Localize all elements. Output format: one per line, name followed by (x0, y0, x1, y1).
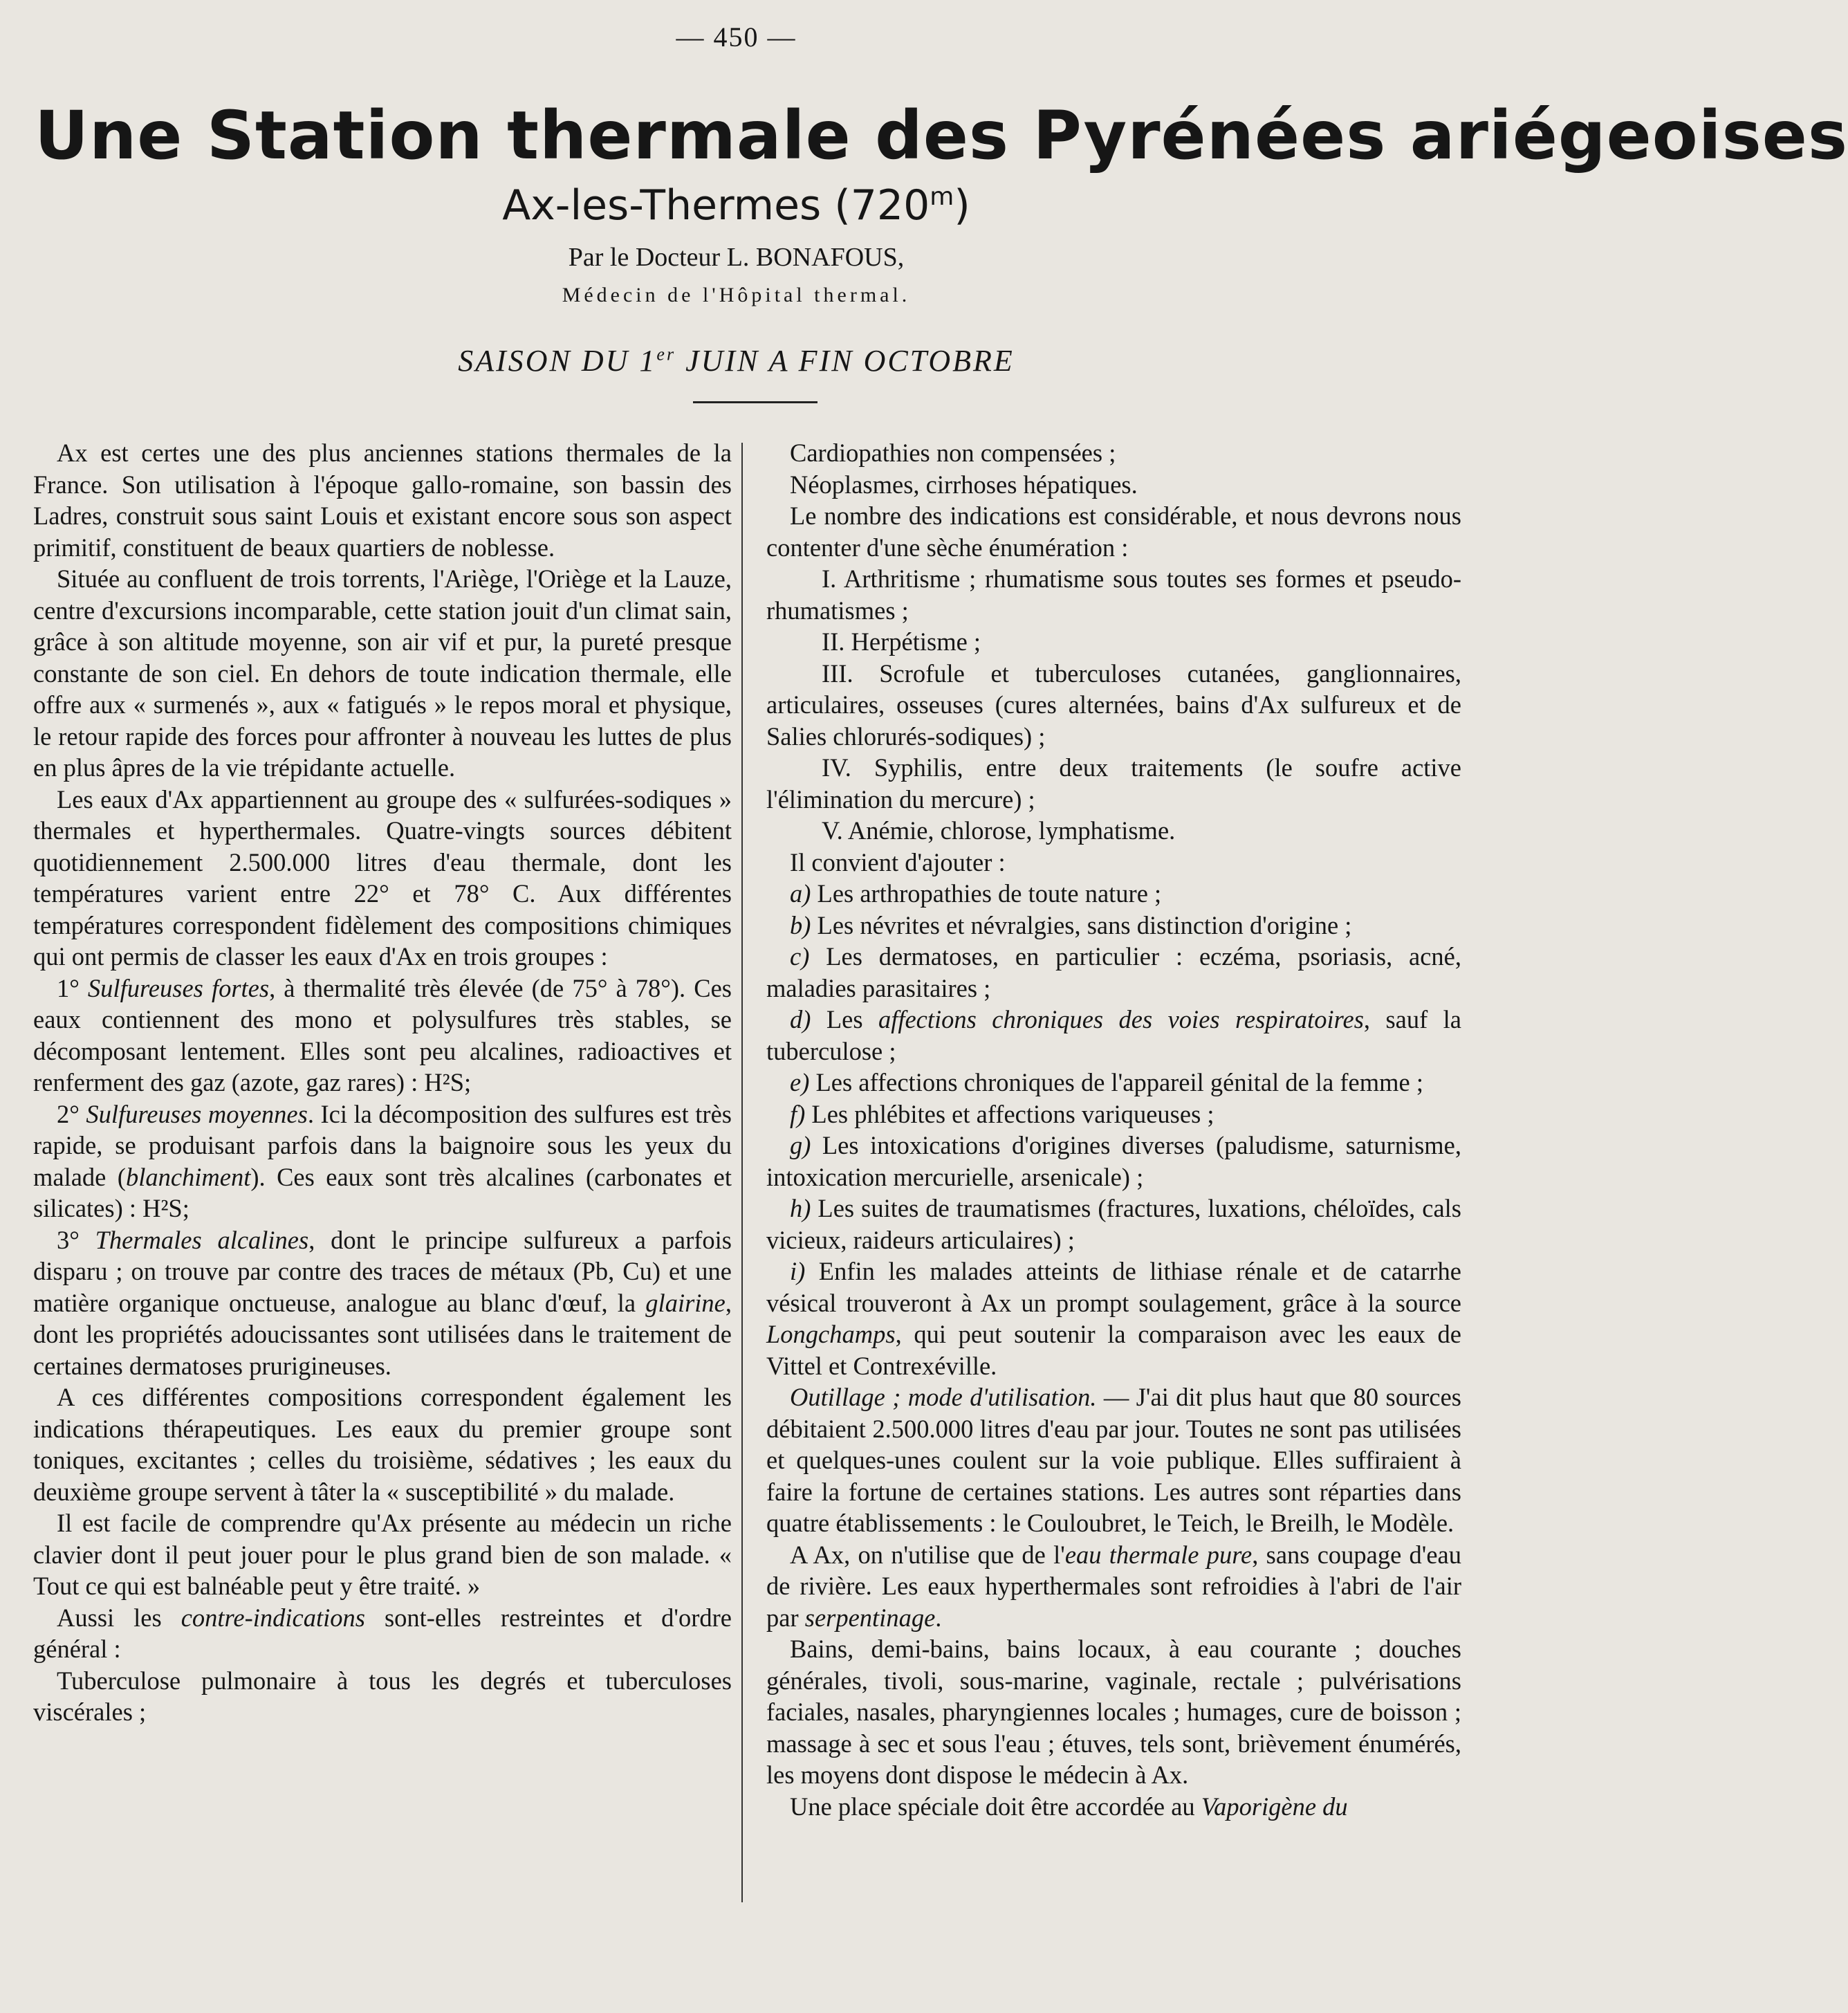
group-3-italic: glairine (645, 1288, 726, 1317)
paragraph: Les eaux d'Ax appartiennent au groupe des « sulfurées-sodiques » thermales et hyperthermales. Quatre-vingts sources débitent quotidiennement 2.500.000 litres d'eau thermale, dont les températures varient entre 22° et 78° C. Aux différentes températures correspondent fidèlement des compositions chimiques qui ont permis de classer les eaux d'Ax en trois groupes : (33, 784, 732, 971)
lettered-item (766, 1004, 1461, 1067)
left-column (33, 437, 732, 1728)
text-italic: eau thermale pure (1064, 1540, 1253, 1569)
season-sup: er (656, 344, 676, 365)
text-run: sont-elles restreintes et d'ordre général : (33, 1603, 732, 1663)
contraindications-paragraph (33, 1602, 732, 1665)
item-letter: c) (790, 942, 826, 971)
item-text: Les phlébites et affections variqueuses ; (811, 1099, 1214, 1128)
season-after: JUIN A FIN OCTOBRE (676, 344, 1015, 378)
column-divider (741, 443, 743, 1902)
item-letter: g) (790, 1131, 822, 1159)
text-italic: Vaporigène du (1201, 1792, 1348, 1821)
indication-item: IV. Syphilis, entre deux traitements (le soufre active l'élimination du mercure) ; (766, 753, 1461, 814)
group-3-text: , dont le principe sulfureux a parfois disparu ; on trouve par contre des traces de métaux (Pb, Cu) et une matière organique onctueuse, analogue au blanc d'œuf, la (33, 1225, 732, 1317)
item-text: Les (826, 1005, 878, 1033)
paragraph: Le nombre des indications est considérable, et nous devrons nous contenter d'une sèche énumération : (766, 502, 1461, 562)
text-run: Une place spéciale doit être accordée au (790, 1792, 1201, 1821)
item-text: Les affections chroniques de l'appareil génital de la femme ; (815, 1068, 1423, 1096)
item-italic: affections chroniques des voies respiratoires (878, 1005, 1364, 1033)
group-3-number: 3° (57, 1225, 95, 1254)
group-1-title: Sulfureuses fortes (87, 973, 270, 1002)
group-3-text-end: , dont les propriétés adoucissantes sont utilisées dans le traitement de certaines dermatoses prurigineuses. (33, 1288, 732, 1380)
paragraph: A ces différentes compositions correspondent également les indications thérapeutiques. Les eaux du premier groupe sont toniques, excitantes ; celles du troisième, sédatives ; les eaux du deuxième groupe servent à tâter la « susceptibilité » du malade. (33, 1383, 732, 1506)
lettered-item (766, 878, 1461, 910)
author-affiliation: Médecin de l'Hôpital thermal. (562, 284, 911, 306)
subtitle-close: ) (954, 181, 970, 230)
text-run: A Ax, on n'utilise que de l' (790, 1540, 1065, 1569)
lettered-item (766, 1130, 1461, 1193)
lettered-item (766, 941, 1461, 1004)
group-1-text: , à thermalité très élevée (de 75° à 78°). Ces eaux contiennent des mono et polysulfures très stables, se décomposant lentement. Elles sont peu alcalines, radioactives et renferment des gaz (azote, gaz rares) : H²S; (33, 973, 732, 1096)
lettered-item (766, 910, 1461, 941)
contraindications-italic: contre-indications (181, 1603, 365, 1632)
item-letter: h) (790, 1194, 818, 1222)
group-1-paragraph (33, 973, 732, 1099)
text-run: Aussi les (57, 1603, 181, 1632)
item-letter: i) (790, 1257, 819, 1285)
season-before: SAISON DU 1 (458, 344, 657, 378)
item-text: Les arthropathies de toute nature ; (817, 879, 1162, 908)
paragraph: Ax est certes une des plus anciennes stations thermales de la France. Son utilisation à l'époque gallo-romaine, son bassin des Ladres, construit sous saint Louis et existant encore sous son aspect primitif, constituent de beaux quartiers de noblesse. (33, 439, 732, 562)
subtitle-text: Ax-les-Thermes (720 (502, 181, 930, 230)
lettered-item (766, 1193, 1461, 1256)
contraindication-item: Cardiopathies non compensées ; (790, 439, 1116, 467)
author-line: Par le Docteur L. BONAFOUS, (568, 243, 905, 272)
article-title: Une Station thermale des Pyrénées ariégeoises (35, 97, 1848, 174)
season-heading (0, 343, 1472, 378)
lettered-item (766, 1099, 1461, 1130)
lettered-item (766, 1067, 1461, 1099)
item-text: Enfin les malades atteints de lithiase rénale et de catarrhe vésical trouveront à Ax un prompt soulagement, grâce à la source (766, 1257, 1462, 1317)
page-number: — 450 — (676, 21, 797, 53)
lettered-item (766, 1256, 1461, 1381)
article-subtitle (0, 181, 1472, 230)
item-text: — J'ai dit plus haut que 80 sources débitaient 2.500.000 litres d'eau par jour. Toutes ne sont pas utilisées et quelques-unes coulent sur la voie publique. Elles suffiraient à faire la fortune de certaines stations. Les autres sont réparties dans quatre établissements : le Couloubret, le Teich, le Breilh, le Modèle. (766, 1383, 1461, 1537)
contraindication-item: Néoplasmes, cirrhoses hépatiques. (790, 470, 1138, 499)
group-2-text-end: ). Ces eaux sont très alcalines (carbonates et silicates) : H²S; (33, 1162, 732, 1222)
item-letter: f) (790, 1099, 812, 1128)
indication-item: II. Herpétisme ; (822, 627, 981, 656)
paragraph: Bains, demi-bains, bains locaux, à eau courante ; douches générales, tivoli, sous-marine, vaginale, rectale ; pulvérisations faciales, nasales, pharyngiennes locales ; humages, cure de boisson ; massage à sec et sous l'eau ; étuves, tels sont, brièvement énumérés, les moyens dont dispose le médecin à Ax. (766, 1635, 1461, 1789)
outillage-paragraph (766, 1381, 1461, 1539)
group-1-number: 1° (57, 973, 88, 1002)
group-3-title: Thermales alcalines (95, 1225, 309, 1254)
item-letter: b) (790, 910, 817, 939)
group-2-number: 2° (57, 1099, 86, 1128)
paragraph: Il convient d'ajouter : (790, 847, 1006, 876)
last-paragraph (766, 1791, 1461, 1823)
item-text: Les intoxications d'origines diverses (paludisme, saturnisme, intoxication mercurielle, arsenicale) ; (766, 1131, 1462, 1191)
paragraph: Tuberculose pulmonaire à tous les degrés et tuberculoses viscérales ; (33, 1666, 732, 1726)
item-text: Les dermatoses, en particulier : eczéma, psoriasis, acné, maladies parasitaires ; (766, 942, 1461, 1002)
item-text: Les névrites et névralgies, sans distinction d'origine ; (817, 910, 1352, 939)
group-3-paragraph (33, 1224, 732, 1382)
item-letter: e) (790, 1068, 816, 1096)
section-run-in-heading: Outillage ; mode d'utilisation. (790, 1383, 1097, 1411)
group-2-title: Sulfureuses moyennes (86, 1099, 308, 1128)
group-2-text: . Ici la décomposition des sulfures est très rapide, se produisant parfois dans la baignoire sous les yeux du malade ( (33, 1099, 732, 1191)
subtitle-sup: m (930, 183, 954, 211)
text-run: . (935, 1603, 942, 1632)
item-letter: d) (790, 1005, 826, 1033)
item-text: Les suites de traumatismes (fractures, luxations, chéloïdes, cals vicieux, raideurs articulaires) ; (766, 1194, 1462, 1254)
indication-item: I. Arthritisme ; rhumatisme sous toutes ses formes et pseudo-rhumatismes ; (766, 564, 1461, 625)
group-2-italic: blanchiment (125, 1162, 251, 1191)
group-2-paragraph (33, 1099, 732, 1224)
indication-item: V. Anémie, chlorose, lymphatisme. (822, 816, 1176, 845)
ax-paragraph (766, 1539, 1461, 1634)
paragraph: Située au confluent de trois torrents, l'Ariège, l'Oriège et la Lauze, centre d'excursions incomparable, cette station jouit d'un climat sain, grâce à son altitude moyenne, son air vif et pur, la pureté presque constante de son ciel. En dehors de toute indication thermale, elle offre aux « surmenés », aux « fatigués » le repos moral et physique, le retour rapide des forces pour affronter à nouveau les luttes de plus en plus âpres de la vie trépidante actuelle. (33, 564, 732, 782)
text-italic: serpentinage (804, 1603, 936, 1632)
item-italic: Longchamps (766, 1320, 896, 1348)
right-column (766, 437, 1461, 1822)
item-text: , qui peut soutenir la comparaison avec les eaux de Vittel et Contrexéville. (766, 1320, 1461, 1380)
season-rule (693, 401, 817, 403)
item-text: , sauf la tuberculose ; (766, 1005, 1462, 1065)
text-run: , sans coupage d'eau de rivière. Les eaux hyperthermales sont refroidies à l'abri de l'air par (766, 1540, 1461, 1632)
item-letter: a) (790, 879, 817, 908)
paragraph: Il est facile de comprendre qu'Ax présente au médecin un riche clavier dont il peut jouer pour le plus grand bien de son malade. « Tout ce qui est balnéable peut y être traité. » (33, 1509, 732, 1600)
indication-item: III. Scrofule et tuberculoses cutanées, ganglionnaires, articulaires, osseuses (cures alternées, bains d'Ax sulfureux et de Salies chlorurés-sodiques) ; (766, 659, 1461, 751)
